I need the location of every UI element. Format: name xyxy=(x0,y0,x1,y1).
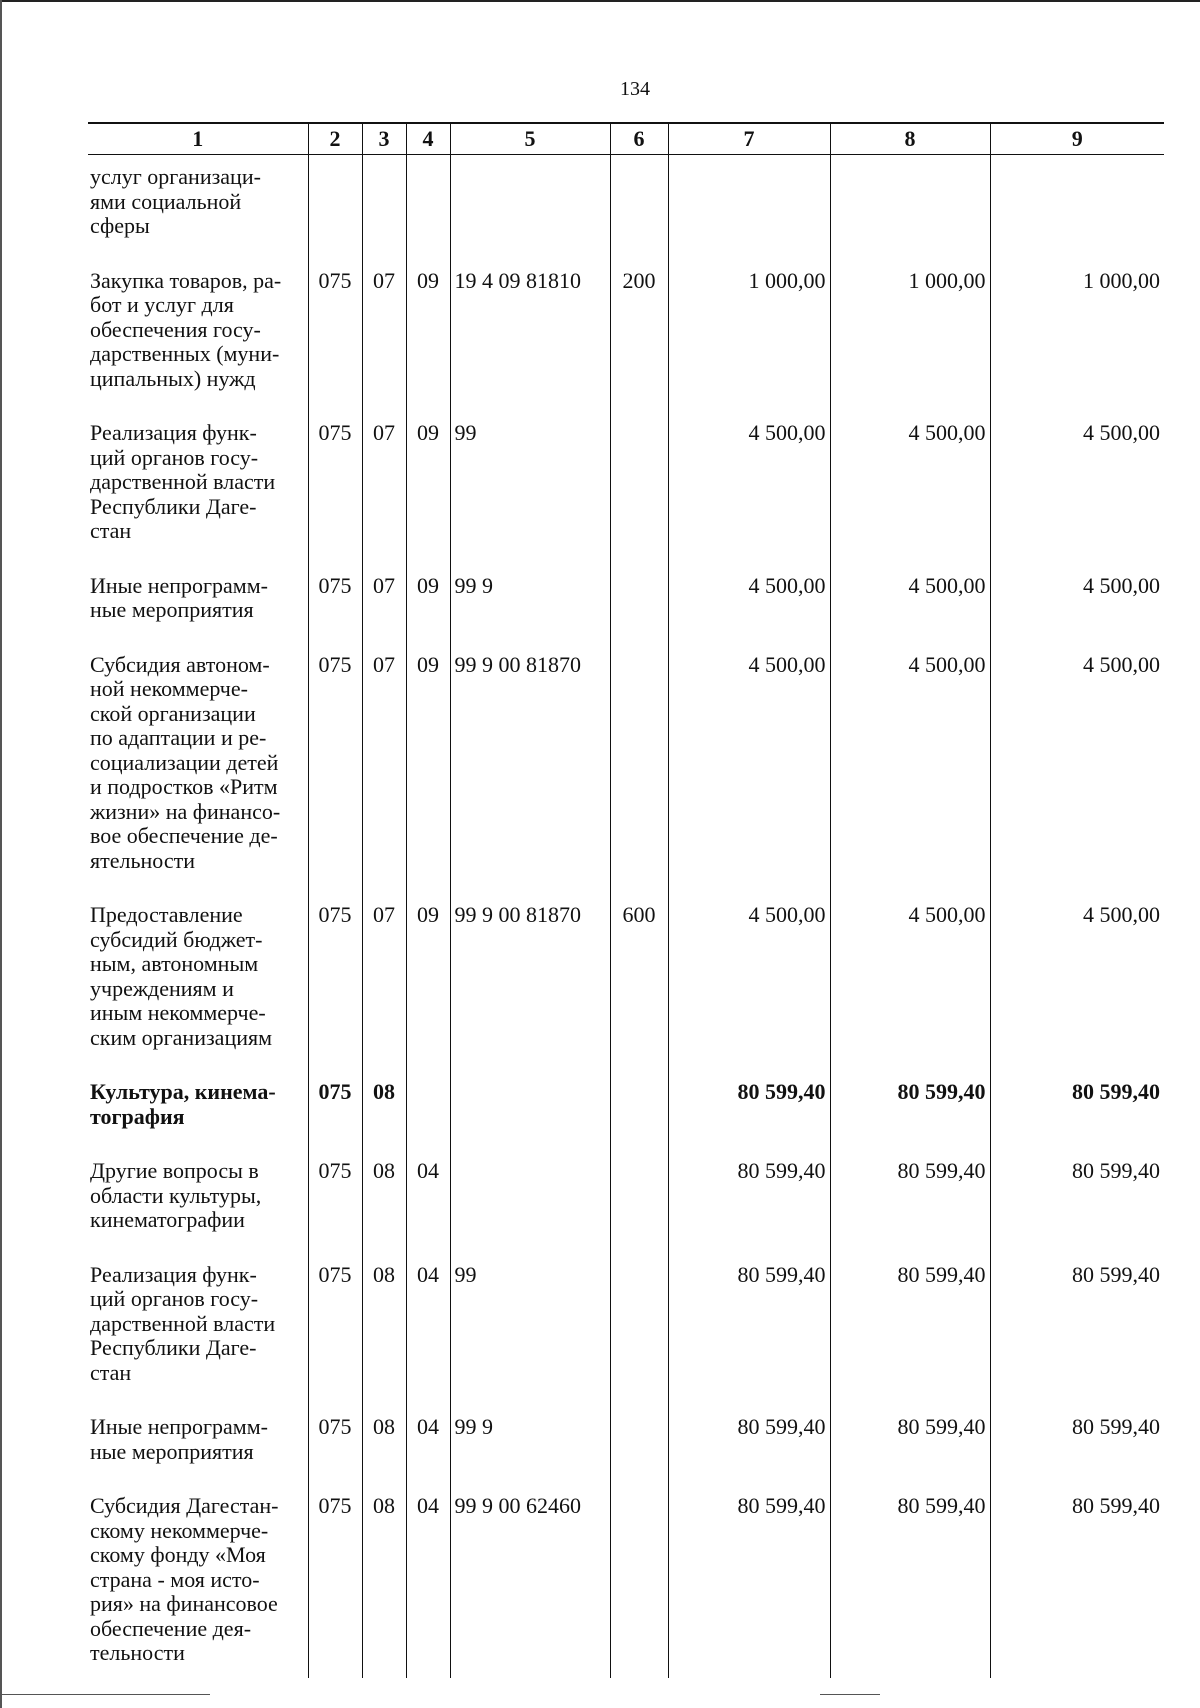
row-amount-9-cell: 4 500,00 xyxy=(990,411,1164,564)
row-code-4-cell: 04 xyxy=(406,1149,450,1253)
table-row xyxy=(88,643,1164,894)
table-row xyxy=(88,259,1164,412)
row-code-3-cell: 08 xyxy=(362,1149,406,1253)
row-amount-9-cell xyxy=(990,155,1164,259)
row-name-cell: Реализация функ- ций органов госу- дарственной власти Республики Даге- стан xyxy=(88,411,308,564)
row-amount-8-cell: 4 500,00 xyxy=(830,564,990,643)
row-amount-9-cell: 1 000,00 xyxy=(990,259,1164,412)
row-code-5-cell: 99 9 xyxy=(450,1405,610,1484)
row-amount-8-cell: 80 599,40 xyxy=(830,1484,990,1678)
budget-table xyxy=(88,122,1164,1678)
row-amount-8-cell: 80 599,40 xyxy=(830,1253,990,1406)
row-code-3-cell: 07 xyxy=(362,893,406,1070)
row-code-2-cell xyxy=(308,155,362,259)
row-amount-9-cell: 80 599,40 xyxy=(990,1253,1164,1406)
row-code-2-cell: 075 xyxy=(308,259,362,412)
table-row xyxy=(88,1070,1164,1149)
row-amount-9-cell: 80 599,40 xyxy=(990,1405,1164,1484)
row-code-5-cell: 99 9 00 81870 xyxy=(450,893,610,1070)
row-name-cell: Иные непрограмм- ные мероприятия xyxy=(88,564,308,643)
row-code-4-cell: 09 xyxy=(406,411,450,564)
row-code-6-cell xyxy=(610,1484,668,1678)
row-code-6-cell xyxy=(610,564,668,643)
column-header: 2 xyxy=(308,123,362,155)
row-amount-9-cell: 80 599,40 xyxy=(990,1149,1164,1253)
row-code-6-cell xyxy=(610,643,668,894)
row-amount-7-cell: 80 599,40 xyxy=(668,1405,830,1484)
row-name-cell: Предоставление субсидий бюджет- ным, автономным учреждениям и иным некоммерче- ским организациям xyxy=(88,893,308,1070)
row-code-2-cell: 075 xyxy=(308,1484,362,1678)
row-code-5-cell xyxy=(450,155,610,259)
row-name-cell: Иные непрограмм- ные мероприятия xyxy=(88,1405,308,1484)
row-amount-7-cell: 4 500,00 xyxy=(668,643,830,894)
row-code-6-cell xyxy=(610,155,668,259)
row-code-6-cell xyxy=(610,1405,668,1484)
row-amount-9-cell: 4 500,00 xyxy=(990,643,1164,894)
row-code-6-cell xyxy=(610,1070,668,1149)
row-name-cell: Реализация функ- ций органов госу- дарственной власти Республики Даге- стан xyxy=(88,1253,308,1406)
row-code-5-cell: 99 9 xyxy=(450,564,610,643)
row-code-4-cell xyxy=(406,155,450,259)
row-name-cell: услуг организаци- ями социальной сферы xyxy=(88,155,308,259)
row-code-2-cell: 075 xyxy=(308,1149,362,1253)
row-name-cell: Культура, кинема- тография xyxy=(88,1070,308,1149)
row-code-2-cell: 075 xyxy=(308,1253,362,1406)
row-code-3-cell: 08 xyxy=(362,1484,406,1678)
row-amount-9-cell: 4 500,00 xyxy=(990,564,1164,643)
column-header: 8 xyxy=(830,123,990,155)
row-code-4-cell: 04 xyxy=(406,1484,450,1678)
table-row xyxy=(88,1484,1164,1678)
row-amount-7-cell: 80 599,40 xyxy=(668,1149,830,1253)
row-amount-8-cell: 4 500,00 xyxy=(830,411,990,564)
row-code-6-cell xyxy=(610,411,668,564)
row-amount-9-cell: 80 599,40 xyxy=(990,1070,1164,1149)
table-row xyxy=(88,1405,1164,1484)
table-row xyxy=(88,1149,1164,1253)
row-code-5-cell: 99 9 00 62460 xyxy=(450,1484,610,1678)
row-code-2-cell: 075 xyxy=(308,1070,362,1149)
table-row xyxy=(88,564,1164,643)
column-header: 3 xyxy=(362,123,406,155)
table-header-row xyxy=(88,123,1164,155)
column-header: 9 xyxy=(990,123,1164,155)
row-code-5-cell: 19 4 09 81810 xyxy=(450,259,610,412)
row-code-5-cell xyxy=(450,1070,610,1149)
row-code-2-cell: 075 xyxy=(308,643,362,894)
row-code-4-cell: 09 xyxy=(406,643,450,894)
scan-mark-bottom xyxy=(0,1694,210,1695)
row-amount-7-cell: 4 500,00 xyxy=(668,411,830,564)
row-amount-9-cell: 80 599,40 xyxy=(990,1484,1164,1678)
row-amount-9-cell: 4 500,00 xyxy=(990,893,1164,1070)
table-row xyxy=(88,155,1164,259)
column-header: 1 xyxy=(88,123,308,155)
row-code-4-cell xyxy=(406,1070,450,1149)
row-code-2-cell: 075 xyxy=(308,411,362,564)
row-code-5-cell: 99 xyxy=(450,411,610,564)
row-name-cell: Другие вопросы в области культуры, кинематографии xyxy=(88,1149,308,1253)
row-code-4-cell: 09 xyxy=(406,259,450,412)
row-code-4-cell: 04 xyxy=(406,1405,450,1484)
row-amount-7-cell: 80 599,40 xyxy=(668,1253,830,1406)
row-amount-7-cell: 4 500,00 xyxy=(668,893,830,1070)
column-header: 4 xyxy=(406,123,450,155)
row-code-4-cell: 09 xyxy=(406,893,450,1070)
row-code-3-cell: 08 xyxy=(362,1253,406,1406)
page-number: 134 xyxy=(620,78,650,100)
row-code-5-cell xyxy=(450,1149,610,1253)
row-code-6-cell xyxy=(610,1253,668,1406)
table-row xyxy=(88,893,1164,1070)
row-name-cell: Закупка товаров, ра- бот и услуг для обеспечения госу- дарственных (муни- ципальных) нужд xyxy=(88,259,308,412)
row-amount-7-cell: 1 000,00 xyxy=(668,259,830,412)
row-amount-8-cell: 1 000,00 xyxy=(830,259,990,412)
row-code-6-cell: 200 xyxy=(610,259,668,412)
row-amount-8-cell: 80 599,40 xyxy=(830,1149,990,1253)
row-code-3-cell: 08 xyxy=(362,1070,406,1149)
table-row xyxy=(88,411,1164,564)
table-body xyxy=(88,155,1164,1678)
row-code-6-cell: 600 xyxy=(610,893,668,1070)
row-code-2-cell: 075 xyxy=(308,1405,362,1484)
row-amount-7-cell: 80 599,40 xyxy=(668,1484,830,1678)
row-code-3-cell: 07 xyxy=(362,259,406,412)
column-header: 7 xyxy=(668,123,830,155)
table-row xyxy=(88,1253,1164,1406)
scan-mark-bottom-right xyxy=(820,1694,880,1695)
row-code-3-cell: 07 xyxy=(362,564,406,643)
row-code-3-cell xyxy=(362,155,406,259)
scan-border-left xyxy=(0,0,2,1708)
row-code-4-cell: 09 xyxy=(406,564,450,643)
row-code-2-cell: 075 xyxy=(308,893,362,1070)
row-name-cell: Субсидия автоном- ной некоммерче- ской организации по адаптации и ре- социализации детей и подростков «Ритм жизни» на финансо- вое обеспечение де- ятельности xyxy=(88,643,308,894)
row-amount-7-cell xyxy=(668,155,830,259)
row-code-5-cell: 99 xyxy=(450,1253,610,1406)
row-code-3-cell: 08 xyxy=(362,1405,406,1484)
column-header: 5 xyxy=(450,123,610,155)
row-amount-7-cell: 80 599,40 xyxy=(668,1070,830,1149)
row-amount-8-cell: 4 500,00 xyxy=(830,893,990,1070)
row-amount-8-cell: 80 599,40 xyxy=(830,1070,990,1149)
column-header: 6 xyxy=(610,123,668,155)
row-code-4-cell: 04 xyxy=(406,1253,450,1406)
row-name-cell: Субсидия Дагестан- скому некоммерче- скому фонду «Моя страна - моя исто- рия» на финансовое обеспечение дея- тельности xyxy=(88,1484,308,1678)
row-amount-7-cell: 4 500,00 xyxy=(668,564,830,643)
row-code-3-cell: 07 xyxy=(362,643,406,894)
row-amount-8-cell xyxy=(830,155,990,259)
row-code-3-cell: 07 xyxy=(362,411,406,564)
row-code-2-cell: 075 xyxy=(308,564,362,643)
row-amount-8-cell: 4 500,00 xyxy=(830,643,990,894)
row-code-6-cell xyxy=(610,1149,668,1253)
scan-border-top xyxy=(0,0,1200,2)
row-amount-8-cell: 80 599,40 xyxy=(830,1405,990,1484)
row-code-5-cell: 99 9 00 81870 xyxy=(450,643,610,894)
